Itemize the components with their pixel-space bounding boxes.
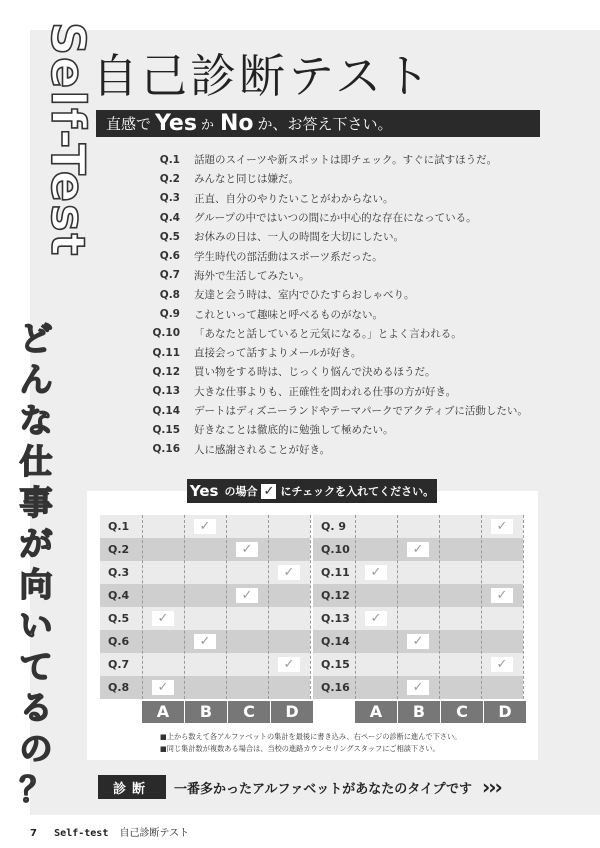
side-title-char: が — [19, 524, 53, 563]
grid-row-label: Q.3 — [108, 566, 130, 579]
side-title-char: 事 — [19, 483, 53, 522]
grid-column-line — [523, 515, 524, 699]
letter-cell: A — [142, 701, 184, 723]
grid-row-label: Q.4 — [108, 589, 130, 602]
question-number: Q.10 — [152, 327, 180, 340]
question-number: Q.4 — [159, 211, 180, 224]
question-item — [140, 324, 528, 343]
letter-row — [142, 701, 314, 723]
chart-title-post: にチェックを入れてください。 — [280, 485, 435, 498]
question-text: 好きなことは徹底的に勉強して極めたい。 — [194, 424, 394, 437]
question-text: お休みの日は、一人の時間を大切にしたい。 — [194, 231, 404, 244]
chevron-right-icon: ››› — [481, 775, 501, 799]
question-text: デートはディズニーランドやテーマパークでアクティブに活動したい。 — [194, 405, 528, 417]
grid-column-line — [481, 515, 482, 699]
question-number: Q.5 — [159, 230, 180, 243]
question-text: 買い物をする時は、じっくり悩んで決めるほうだ。 — [194, 366, 436, 379]
question-item — [140, 401, 528, 420]
side-title-char: ど — [19, 319, 53, 358]
question-number: Q.14 — [152, 404, 180, 417]
page-footer — [30, 824, 189, 839]
question-item — [140, 208, 528, 227]
grid-column-line — [142, 515, 143, 699]
letter-cell: C — [441, 701, 483, 723]
side-title-char: ん — [19, 360, 53, 399]
note-1: ■上から数えて各アルファベットの集計を最後に書き込み、右ページの診断に進んで下さい。 — [160, 732, 462, 741]
letter-cell: D — [271, 701, 313, 723]
question-text: これといって趣味と呼べるものがない。 — [194, 308, 383, 321]
check-icon[interactable]: ✓ — [407, 542, 429, 557]
chart-title — [187, 479, 437, 503]
question-text: 「あなたと話していると元気になる。」とよく言われる。 — [194, 327, 462, 340]
side-title-japanese — [16, 318, 56, 810]
instruction-yes: Yes — [155, 111, 197, 136]
grid-row-label: Q.12 — [321, 589, 350, 602]
check-icon[interactable]: ✓ — [365, 611, 387, 626]
question-item — [140, 266, 528, 285]
question-text: 人に感謝されることが好き。 — [194, 443, 331, 456]
check-icon[interactable]: ✓ — [152, 611, 174, 626]
question-text: グループの中ではいつの間にか中心的な存在になっている。 — [194, 212, 477, 225]
instruction-pre: 直感で — [106, 115, 152, 133]
question-item — [140, 304, 528, 323]
question-number: Q.11 — [152, 346, 180, 359]
question-text: 大きな仕事よりも、正確性を問われる仕事の方が好き。 — [194, 385, 457, 398]
side-title-english-text: Self-Test — [41, 22, 95, 258]
footer-english: Self-test — [54, 828, 109, 839]
question-item — [140, 246, 528, 265]
question-number: Q.6 — [159, 250, 180, 263]
check-icon[interactable]: ✓ — [407, 634, 429, 649]
question-item — [140, 189, 528, 208]
check-icon[interactable]: ✓ — [194, 519, 216, 534]
instruction-bar — [96, 110, 540, 137]
chart-title-yes: Yes — [189, 482, 219, 500]
question-number: Q.8 — [159, 288, 180, 301]
check-icon[interactable]: ✓ — [407, 680, 429, 695]
diagnosis-label: 診断 — [98, 775, 166, 799]
check-icon[interactable]: ✓ — [278, 657, 300, 672]
page-title: 自己診断テスト — [92, 49, 434, 103]
chart-title-mid: の場合 — [224, 485, 258, 498]
side-title-char: 仕 — [19, 442, 53, 481]
question-text: 話題のスイーツや新スポットは即チェック。すぐに試すほうだ。 — [194, 154, 498, 167]
grid-row-label: Q.14 — [321, 635, 350, 648]
question-item — [140, 343, 528, 362]
question-item — [140, 382, 528, 401]
question-item — [140, 169, 528, 188]
grid-column-line — [397, 515, 398, 699]
check-icon[interactable]: ✓ — [365, 565, 387, 580]
question-item — [140, 362, 528, 381]
grid-column-line — [226, 515, 227, 699]
question-number: Q.3 — [159, 192, 180, 205]
side-title-char: て — [19, 647, 53, 686]
chart-notes — [160, 731, 461, 755]
side-title-english — [8, 22, 95, 312]
grid-row-label: Q.11 — [321, 566, 350, 579]
instruction-no: No — [219, 111, 254, 136]
page-number: 7 — [30, 828, 37, 839]
letter-cell: B — [398, 701, 440, 723]
question-text: 正直、自分のやりたいことがわからない。 — [194, 192, 394, 205]
grid-row-label: Q.15 — [321, 658, 350, 671]
instruction-post: か、お答え下さい。 — [257, 115, 393, 133]
question-number: Q.13 — [152, 385, 180, 398]
check-icon[interactable]: ✓ — [236, 588, 258, 603]
letter-row — [355, 701, 527, 723]
checkbox-icon: ✓ — [261, 484, 276, 499]
question-number: Q.16 — [152, 443, 180, 456]
grid-column-line — [268, 515, 269, 699]
letter-cell: B — [185, 701, 227, 723]
letter-cell: A — [355, 701, 397, 723]
grid-row-label: Q.2 — [108, 543, 130, 556]
check-icon[interactable]: ✓ — [491, 588, 513, 603]
grid-row-label: Q.10 — [321, 543, 350, 556]
side-title-char: ？ — [19, 770, 53, 809]
grid-row-label: Q.7 — [108, 658, 130, 671]
check-icon[interactable]: ✓ — [491, 657, 513, 672]
grid-row-label: Q.13 — [321, 612, 350, 625]
question-text: みんなと同じは嫌だ。 — [194, 173, 299, 186]
question-item — [140, 420, 528, 439]
question-item — [140, 150, 528, 169]
question-text: 友達と会う時は、室内でひたすらおしゃべり。 — [194, 289, 415, 302]
side-title-char: る — [19, 688, 53, 727]
grid-column-line — [310, 515, 311, 699]
diagnosis-bar — [98, 775, 501, 799]
letter-cell: D — [484, 701, 526, 723]
check-icon[interactable]: ✓ — [491, 519, 513, 534]
question-item — [140, 439, 528, 458]
question-text: 学生時代の部活動はスポーツ系だった。 — [194, 250, 383, 263]
question-number: Q.15 — [152, 423, 180, 436]
check-icon[interactable]: ✓ — [236, 542, 258, 557]
side-title-char: 向 — [19, 565, 53, 604]
grid-row-label: Q.6 — [108, 635, 130, 648]
grid-column-line — [439, 515, 440, 699]
grid-column-line — [355, 515, 356, 699]
question-item — [140, 285, 528, 304]
side-title-char: の — [19, 729, 53, 768]
question-list — [140, 150, 528, 459]
check-icon[interactable]: ✓ — [152, 680, 174, 695]
grid-row-label: Q.5 — [108, 612, 130, 625]
letter-cell: C — [228, 701, 270, 723]
grid-row-label: Q. 9 — [321, 520, 347, 533]
question-number: Q.12 — [152, 365, 180, 378]
note-2: ■同じ集計数が複数ある場合は、当校の進路カウンセリングスタッフにご相談下さい。 — [160, 744, 440, 753]
grid-row-label: Q.8 — [108, 681, 130, 694]
side-title-char: な — [19, 401, 53, 440]
question-text: 海外で生活してみたい。 — [194, 269, 310, 282]
side-title-char: い — [19, 606, 53, 645]
question-number: Q.1 — [159, 153, 180, 166]
check-icon[interactable]: ✓ — [194, 634, 216, 649]
instruction-mid: か — [200, 118, 214, 133]
check-icon[interactable]: ✓ — [278, 565, 300, 580]
question-number: Q.7 — [159, 269, 180, 282]
diagnosis-text: 一番多かったアルファベットがあなたのタイプです — [174, 781, 472, 797]
question-item — [140, 227, 528, 246]
footer-japanese: 自己診断テスト — [119, 828, 190, 839]
grid-row-label: Q.1 — [108, 520, 130, 533]
grid-column-line — [184, 515, 185, 699]
question-text: 直接会って話すよりメールが好き。 — [194, 347, 362, 360]
grid-row-label: Q.16 — [321, 681, 350, 694]
question-number: Q.2 — [159, 172, 180, 185]
question-number: Q.9 — [159, 308, 180, 321]
